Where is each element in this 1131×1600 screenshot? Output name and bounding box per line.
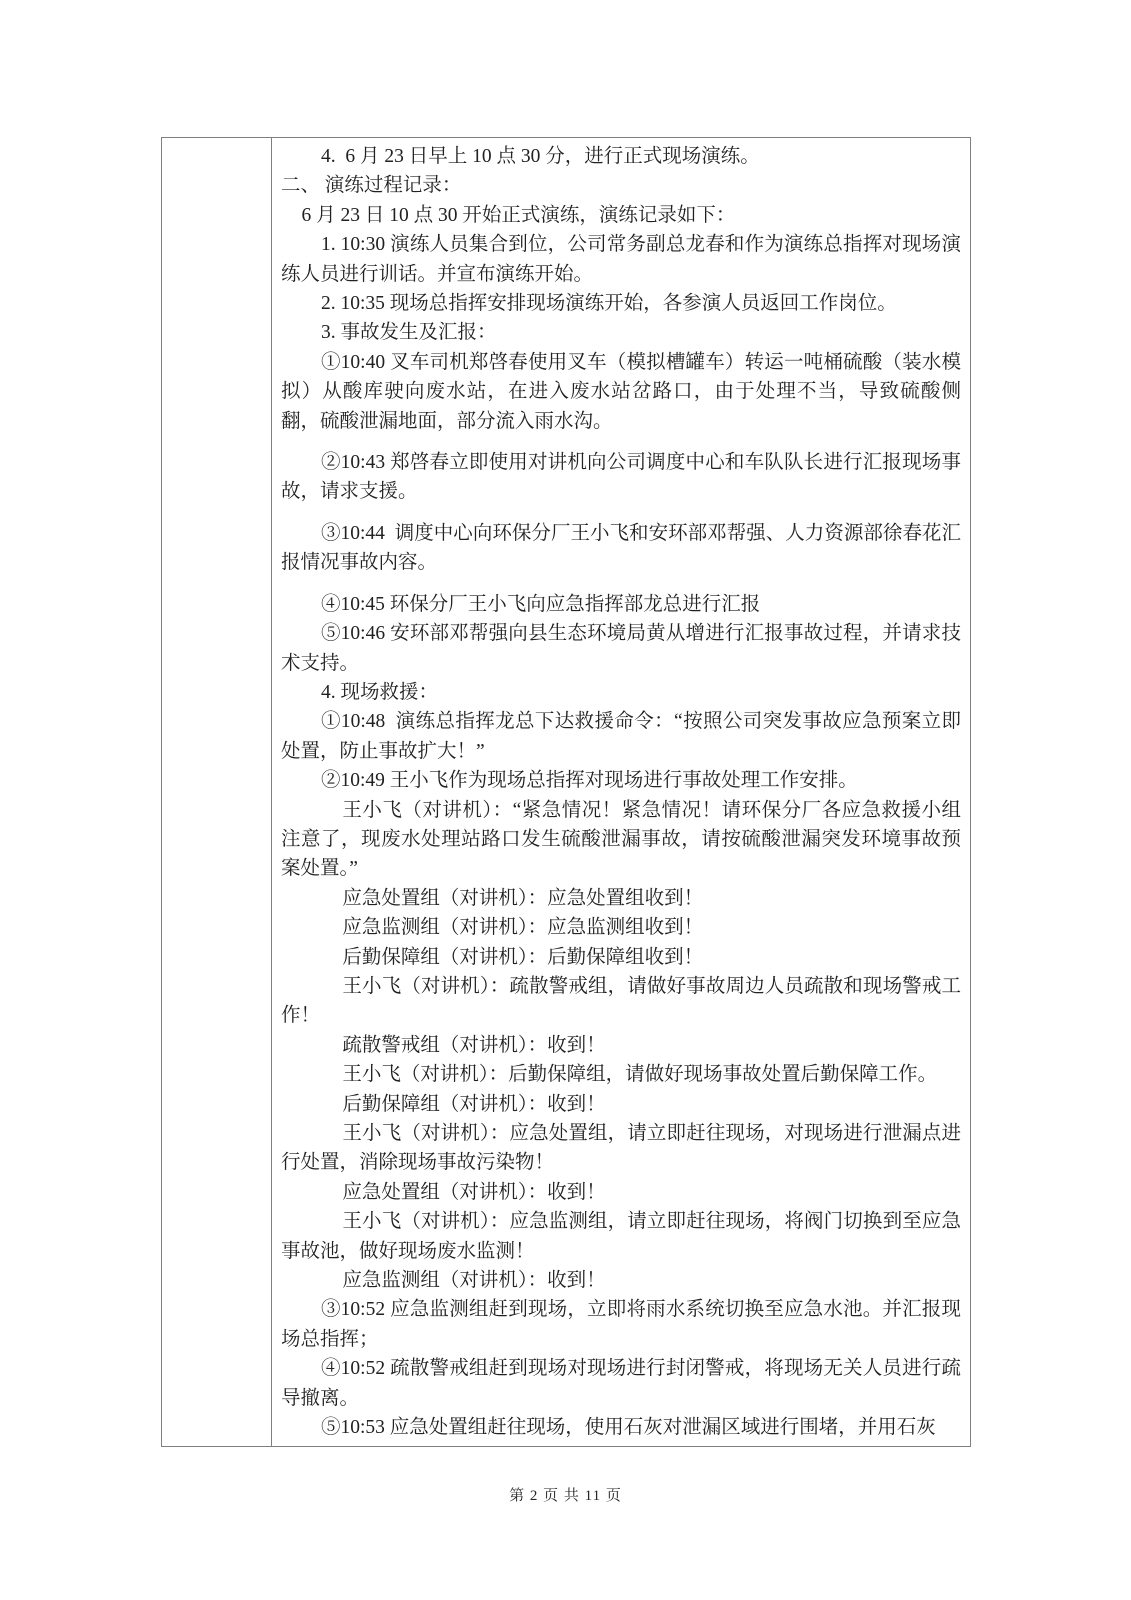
paragraph: ③10:44 调度中心向环保分厂王小飞和安环部邓帮强、人力资源部徐春花汇报情况事故内容。	[281, 522, 961, 574]
page-number-footer: 第 2 页 共 11 页	[509, 1488, 622, 1504]
record-table	[161, 137, 971, 1447]
paragraph: ⑤10:53 应急处置组赶往现场，使用石灰对泄漏区域进行围堵，并用石灰	[320, 1417, 936, 1439]
paragraph: 王小飞（对讲机）：后勤保障组，请做好现场事故处置后勤保障工作。	[342, 1064, 938, 1086]
paragraph: 后勤保障组（对讲机）：后勤保障组收到！	[342, 946, 704, 968]
table-label-cell	[162, 138, 272, 1446]
paragraph: 王小飞（对讲机）：应急监测组，请立即赶往现场，将阀门切换到至应急事故池，做好现场废水监测！	[281, 1211, 961, 1262]
paragraph: ②10:49 王小飞作为现场总指挥对现场进行事故处理工作安排。	[320, 770, 858, 792]
paragraph: 4. 现场救援：	[320, 681, 438, 703]
paragraph: 3. 事故发生及汇报：	[320, 322, 497, 344]
paragraph: 4. 6 月 23 日早上 10 点 30 分，进行正式现场演练。	[320, 146, 760, 167]
paragraph: 应急处置组（对讲机）：收到！	[342, 1181, 606, 1203]
paragraph: 2. 10:35 现场总指挥安排现场演练开始，各参演人员返回工作岗位。	[320, 293, 897, 315]
paragraph: 王小飞（对讲机）：疏散警戒组，请做好事故周边人员疏散和现场警戒工作！	[281, 975, 961, 1027]
paragraph: 后勤保障组（对讲机）：收到！	[342, 1093, 606, 1115]
paragraph: ①10:48 演练总指挥龙总下达救援命令：“按照公司突发事故应急预案立即处置，防止事故扩大！”	[281, 711, 961, 762]
paragraph: 1. 10:30 演练人员集合到位，公司常务副总龙春和作为演练总指挥对现场演练人员进行训话。并宣布演练开始。	[281, 234, 961, 285]
paragraph: ③10:52 应急监测组赶到现场，立即将雨水系统切换至应急水池。并汇报现场总指挥；	[281, 1299, 961, 1350]
paragraph: ④10:45 环保分厂王小飞向应急指挥部龙总进行汇报	[320, 593, 761, 615]
paragraph: 王小飞（对讲机）：应急处置组，请立即赶往现场，对现场进行泄漏点进行处置，消除现场事故污染物！	[281, 1123, 961, 1174]
paragraph: 王小飞（对讲机）：“紧急情况！紧急情况！请环保分厂各应急救援小组注意了，现废水处理站路口发生硫酸泄漏事故，请按硫酸泄漏突发环境事故预案处置。”	[281, 799, 961, 880]
paragraph: ④10:52 疏散警戒组赶到现场对现场进行封闭警戒，将现场无关人员进行疏导撤离。	[281, 1358, 961, 1409]
paragraph: ①10:40 叉车司机郑啓春使用叉车（模拟槽罐车）转运一吨桶硫酸（装水模拟）从酸库驶向废水站，在进入废水站岔路口，由于处理不当，导致硫酸侧翻，硫酸泄漏地面，部分流入雨水沟。	[281, 351, 961, 432]
paragraph: 6 月 23 日 10 点 30 开始正式演练，演练记录如下：	[301, 204, 736, 226]
paragraph: ②10:43 郑啓春立即使用对讲机向公司调度中心和车队队长进行汇报现场事故，请求支援。	[281, 452, 961, 503]
record-cell	[272, 138, 970, 1446]
paragraph: 二、 演练过程记录：	[281, 175, 462, 197]
paragraph: 应急处置组（对讲机）：应急处置组收到！	[342, 887, 704, 909]
paragraph: 应急监测组（对讲机）：应急监测组收到！	[342, 917, 704, 939]
paragraph: ⑤10:46 安环部邓帮强向县生态环境局黄从增进行汇报事故过程，并请求技术支持。	[281, 623, 961, 674]
paragraph: 疏散警戒组（对讲机）：收到！	[342, 1034, 606, 1056]
paragraph: 应急监测组（对讲机）：收到！	[342, 1270, 606, 1292]
